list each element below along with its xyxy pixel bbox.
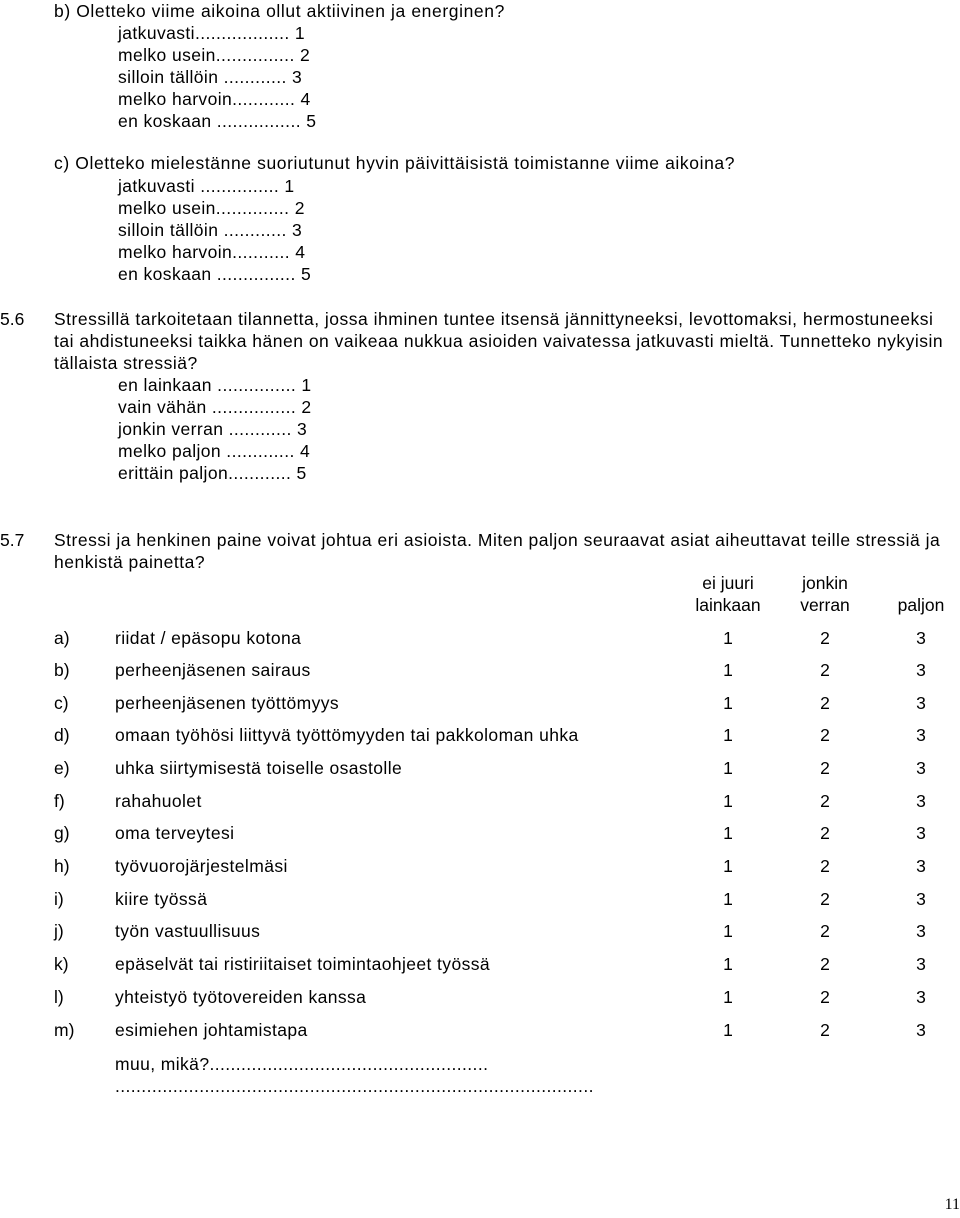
table-row: [0, 757, 960, 779]
question-c-option-5[interactable]: en koskaan ............... 5: [118, 264, 312, 284]
table-row: [0, 986, 960, 1008]
column-header-2-line1: jonkin: [802, 573, 848, 593]
question-5-6-option-2[interactable]: vain vähän ................ 2: [118, 397, 312, 417]
item-letter: c): [54, 693, 69, 713]
item-letter: f): [54, 791, 65, 811]
option-value-2[interactable]: 2: [820, 1020, 830, 1040]
option-value-3[interactable]: 3: [916, 628, 926, 648]
option-value-2[interactable]: 2: [820, 660, 830, 680]
item-label: perheenjäsenen sairaus: [115, 660, 311, 680]
option-value-3[interactable]: 3: [916, 725, 926, 745]
question-5-6-number: 5.6: [0, 309, 25, 329]
table-row: [0, 724, 960, 746]
table-row: [0, 953, 960, 975]
question-5-6-option-4[interactable]: melko paljon ............. 4: [118, 441, 311, 461]
option-value-1[interactable]: 1: [723, 660, 733, 680]
item-label: rahahuolet: [115, 791, 202, 811]
item-label: työn vastuullisuus: [115, 921, 261, 941]
item-letter: m): [54, 1020, 75, 1040]
page-number: 11: [944, 1196, 960, 1213]
option-value-1[interactable]: 1: [723, 889, 733, 909]
other-field-line-2[interactable]: ...........................................................................................: [115, 1076, 594, 1096]
option-value-1[interactable]: 1: [723, 725, 733, 745]
option-value-2[interactable]: 2: [820, 987, 830, 1007]
item-label: epäselvät tai ristiriitaiset toimintaohjeet työssä: [115, 954, 491, 974]
item-letter: b): [54, 660, 70, 680]
question-b-option-2[interactable]: melko usein............... 2: [118, 45, 311, 65]
question-5-6-text: Stressillä tarkoitetaan tilannetta, jossa ihminen tuntee itsensä jännittyneeksi, levottomaksi, hermostuneeksi tai ahdistuneeksi taikka hänen on vaikeaa nukkua asioiden vaivatessa jatkuvasti mieltä. Tunnetteko nykyisin tällaista stressiä?: [54, 309, 944, 373]
item-letter: j): [54, 921, 64, 941]
item-label: kiire työssä: [115, 889, 208, 909]
item-letter: g): [54, 823, 70, 843]
question-b-option-3[interactable]: silloin tällöin ............ 3: [118, 67, 303, 87]
option-value-2[interactable]: 2: [820, 921, 830, 941]
question-5-6-option-1[interactable]: en lainkaan ............... 1: [118, 375, 312, 395]
item-label: työvuorojärjestelmäsi: [115, 856, 288, 876]
item-label: uhka siirtymisestä toiselle osastolle: [115, 758, 403, 778]
item-label: perheenjäsenen työttömyys: [115, 693, 340, 713]
option-value-1[interactable]: 1: [723, 693, 733, 713]
question-b-option-4[interactable]: melko harvoin............ 4: [118, 89, 311, 109]
option-value-2[interactable]: 2: [820, 758, 830, 778]
table-row: [0, 920, 960, 942]
question-5-7-number: 5.7: [0, 530, 25, 550]
option-value-3[interactable]: 3: [916, 758, 926, 778]
column-header-1-line1: ei juuri: [702, 573, 754, 593]
item-label: riidat / epäsopu kotona: [115, 628, 302, 648]
question-5-6-option-3[interactable]: jonkin verran ............ 3: [118, 419, 308, 439]
item-label: oma terveytesi: [115, 823, 235, 843]
option-value-2[interactable]: 2: [820, 693, 830, 713]
question-c-option-1[interactable]: jatkuvasti ............... 1: [118, 176, 295, 196]
question-c-option-2[interactable]: melko usein.............. 2: [118, 198, 305, 218]
item-letter: e): [54, 758, 70, 778]
table-row: [0, 659, 960, 681]
option-value-2[interactable]: 2: [820, 856, 830, 876]
item-letter: k): [54, 954, 69, 974]
option-value-1[interactable]: 1: [723, 823, 733, 843]
item-letter: d): [54, 725, 70, 745]
item-label: yhteistyö työtovereiden kanssa: [115, 987, 367, 1007]
option-value-1[interactable]: 1: [723, 791, 733, 811]
table-row: [0, 1019, 960, 1041]
item-letter: l): [54, 987, 64, 1007]
column-header-1-line2: lainkaan: [695, 595, 761, 615]
option-value-1[interactable]: 1: [723, 987, 733, 1007]
column-header-3-line2: paljon: [897, 595, 945, 615]
table-row: [0, 855, 960, 877]
question-b-option-5[interactable]: en koskaan ................ 5: [118, 111, 317, 131]
option-value-3[interactable]: 3: [916, 1020, 926, 1040]
option-value-3[interactable]: 3: [916, 987, 926, 1007]
option-value-2[interactable]: 2: [820, 889, 830, 909]
option-value-2[interactable]: 2: [820, 725, 830, 745]
question-b-option-1[interactable]: jatkuvasti.................. 1: [118, 23, 306, 43]
question-5-6-option-5[interactable]: erittäin paljon............ 5: [118, 463, 307, 483]
item-letter: i): [54, 889, 64, 909]
option-value-3[interactable]: 3: [916, 791, 926, 811]
option-value-3[interactable]: 3: [916, 823, 926, 843]
question-b-text: b) Oletteko viime aikoina ollut aktiivinen ja energinen?: [54, 1, 505, 21]
option-value-3[interactable]: 3: [916, 889, 926, 909]
item-label: omaan työhösi liittyvä työttömyyden tai pakkoloman uhka: [115, 725, 579, 745]
table-row: [0, 822, 960, 844]
option-value-1[interactable]: 1: [723, 921, 733, 941]
item-letter: h): [54, 856, 70, 876]
table-row: [0, 888, 960, 910]
option-value-1[interactable]: 1: [723, 1020, 733, 1040]
table-row: [0, 627, 960, 649]
option-value-2[interactable]: 2: [820, 628, 830, 648]
question-c-text: c) Oletteko mielestänne suoriutunut hyvin päivittäisistä toimistanne viime aikoina?: [54, 153, 736, 173]
option-value-1[interactable]: 1: [723, 628, 733, 648]
option-value-2[interactable]: 2: [820, 791, 830, 811]
question-5-7-text: Stressi ja henkinen paine voivat johtua eri asioista. Miten paljon seuraavat asiat aiheuttavat teille stressiä ja henkistä painetta?: [54, 530, 941, 572]
question-c-option-4[interactable]: melko harvoin........... 4: [118, 242, 306, 262]
table-row: [0, 692, 960, 714]
option-value-3[interactable]: 3: [916, 856, 926, 876]
option-value-2[interactable]: 2: [820, 954, 830, 974]
option-value-3[interactable]: 3: [916, 954, 926, 974]
item-letter: a): [54, 628, 70, 648]
table-row: [0, 790, 960, 812]
option-value-3[interactable]: 3: [916, 660, 926, 680]
option-value-1[interactable]: 1: [723, 954, 733, 974]
option-value-3[interactable]: 3: [916, 693, 926, 713]
option-value-1[interactable]: 1: [723, 758, 733, 778]
other-field-line-1[interactable]: muu, mikä?.....................................................: [115, 1054, 489, 1074]
item-label: esimiehen johtamistapa: [115, 1020, 308, 1040]
option-value-1[interactable]: 1: [723, 856, 733, 876]
question-c-option-3[interactable]: silloin tällöin ............ 3: [118, 220, 303, 240]
option-value-2[interactable]: 2: [820, 823, 830, 843]
column-header-2-line2: verran: [800, 595, 850, 615]
option-value-3[interactable]: 3: [916, 921, 926, 941]
